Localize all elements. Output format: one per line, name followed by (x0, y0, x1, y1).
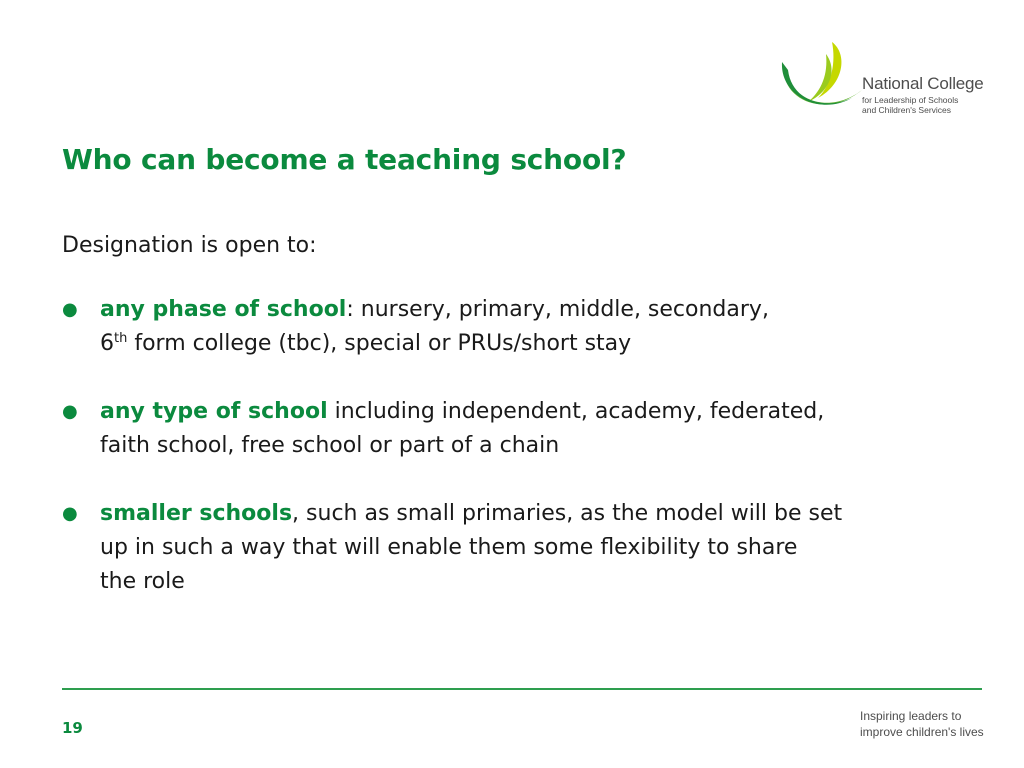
footer-tagline (860, 708, 984, 740)
national-college-logo-icon (780, 40, 864, 120)
tagline-line2: improve children's lives (860, 725, 984, 739)
bullet-dot-icon: ● (62, 401, 78, 422)
bullet-item-type (62, 395, 962, 463)
bullet-text: , such as small primaries, as the model will be set (292, 501, 843, 526)
bullet-dot-icon: ● (62, 503, 78, 524)
bullet-highlight: smaller schools (100, 501, 293, 526)
bullet-text: including independent, academy, federated, (327, 399, 825, 424)
logo-name: National College (862, 74, 984, 93)
bullet-highlight: any phase of school (100, 297, 347, 322)
bullet-text: up in such a way that will enable them some flexibility to share (100, 535, 798, 560)
bullet-text-ordinal: 6 (100, 331, 114, 356)
logo-subtitle-line1: for Leadership of Schools (862, 95, 959, 105)
page-number: 19 (62, 719, 83, 737)
logo-subtitle-line2: and Children's Services (862, 105, 952, 115)
bullet-text: faith school, free school or part of a chain (100, 433, 560, 458)
bullet-item-phase (62, 293, 962, 361)
slide-intro: Designation is open to: (62, 233, 317, 258)
bullet-list (62, 293, 962, 633)
bullet-item-smaller-schools (62, 497, 962, 599)
tagline-line1: Inspiring leaders to (860, 709, 962, 723)
bullet-text: the role (100, 569, 185, 594)
footer-divider (62, 688, 982, 690)
bullet-highlight: any type of school (100, 399, 328, 424)
national-college-logo (780, 40, 990, 120)
bullet-dot-icon: ● (62, 299, 78, 320)
logo-leaf-light (808, 54, 832, 102)
bullet-text-superscript: th (114, 331, 128, 346)
bullet-text: : nursery, primary, middle, secondary, (346, 297, 769, 322)
slide-title: Who can become a teaching school? (62, 143, 627, 176)
bullet-text: form college (tbc), special or PRUs/short stay (127, 331, 632, 356)
logo-swoosh-dark (782, 62, 852, 105)
